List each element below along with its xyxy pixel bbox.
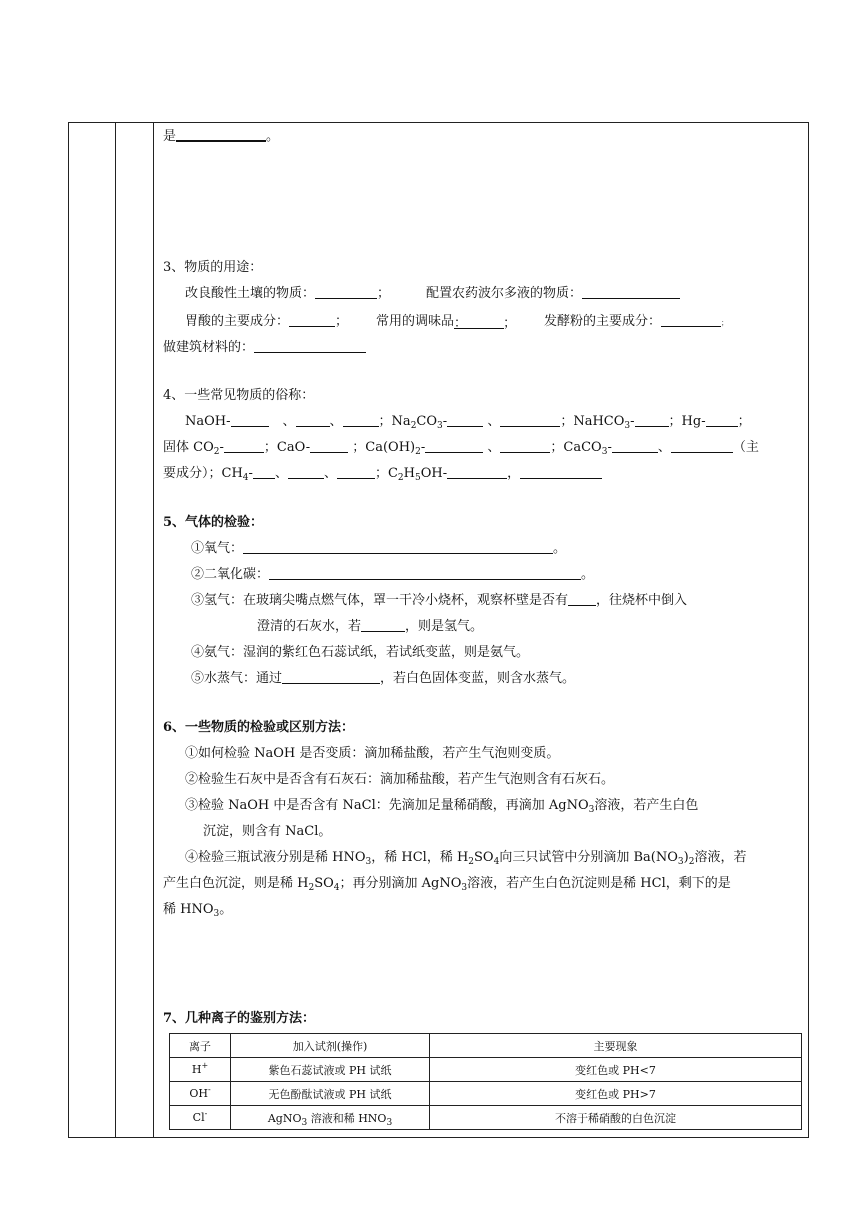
answer-blank[interactable] xyxy=(243,540,553,554)
section-3-heading: 3、物质的用途： xyxy=(163,260,263,275)
method-4-end: 稀 $HNO_3$。 xyxy=(163,902,233,919)
answer-blank[interactable] xyxy=(288,465,324,479)
column-divider xyxy=(153,123,154,1137)
answer-blank[interactable] xyxy=(289,313,335,327)
oxygen-test-line: ①氧气： 。 xyxy=(191,541,567,556)
answer-blank[interactable] xyxy=(500,413,560,427)
answer-blank[interactable] xyxy=(671,439,733,453)
method-4: ④检验三瓶试液分别是稀 $HNO_3$，稀 HCl，稀 $H_2SO_4$向三只试管中分别滴加 $Ba(NO_3)_2$溶液，若 xyxy=(185,850,747,867)
reagent-cell: AgNO$_3$ 溶液和稀 $HNO_3$ xyxy=(231,1106,430,1130)
answer-blank[interactable]: ： ； xyxy=(454,316,517,331)
ammonia-test-line: ④氨气：湿润的紫红色石蕊试纸，若试纸变蓝，则是氨气。 xyxy=(191,645,530,660)
answer-blank[interactable] xyxy=(661,313,721,327)
answer-blank[interactable] xyxy=(425,439,483,453)
answer-blank[interactable] xyxy=(447,413,483,427)
section-4-line-2: 固体 $CO_2-$ ；CaO- ；$Ca(OH)_2-$ 、 ；CaCO$_3$- 、 （主 xyxy=(163,440,759,457)
hydrogen-test-line-2: 澄清的石灰水，若 ，则是氢气。 xyxy=(257,619,484,634)
ion-cell: H+ xyxy=(170,1058,231,1082)
answer-blank[interactable] xyxy=(706,413,738,427)
method-1: ①如何检验 NaOH 是否变质：滴加稀盐酸，若产生气泡则变质。 xyxy=(185,746,560,761)
table-row xyxy=(170,1058,802,1082)
answer-blank[interactable] xyxy=(337,465,375,479)
answer-blank[interactable] xyxy=(224,439,264,453)
answer-blank[interactable] xyxy=(520,465,602,479)
column-divider xyxy=(115,123,116,1137)
co2-test-line: ②二氧化碳： 。 xyxy=(191,567,595,582)
answer-blank[interactable] xyxy=(500,439,550,453)
answer-blank[interactable] xyxy=(612,439,658,453)
ion-cell: Cl- xyxy=(170,1106,231,1130)
water-vapor-test-line: ⑤水蒸气：通过 ，若白色固体变蓝，则含水蒸气。 xyxy=(191,671,576,686)
section-6-heading: 6、一些物质的检验或区别方法： xyxy=(163,720,355,735)
column-header: 主要现象 xyxy=(430,1034,802,1058)
section-3-line-2: 胃酸的主要成分： ； 常用的调味品： ； 发酵粉的主要成分： ； xyxy=(185,314,729,331)
column-header: 加入试剂(操作) xyxy=(231,1034,430,1058)
answer-blank[interactable] xyxy=(582,285,680,299)
reagent-cell: 紫色石蕊试液或 PH 试纸 xyxy=(231,1058,430,1082)
method-2: ②检验生石灰中是否含有石灰石：滴加稀盐酸，若产生气泡则含有石灰石。 xyxy=(185,772,615,787)
answer-blank[interactable] xyxy=(296,413,330,427)
ion-identification-table xyxy=(169,1033,802,1130)
reagent-cell: 无色酚酞试液或 PH 试纸 xyxy=(231,1082,430,1106)
section-5-heading: 5、气体的检验： xyxy=(163,515,264,530)
result-cell: 不溶于稀硝酸的白色沉淀 xyxy=(430,1106,802,1130)
answer-blank[interactable] xyxy=(568,592,596,606)
column-header: 离子 xyxy=(170,1034,231,1058)
answer-blank[interactable] xyxy=(176,127,266,142)
answer-blank[interactable] xyxy=(254,339,366,353)
section-3-line-3: 做建筑材料的： xyxy=(163,339,366,357)
table-header-row xyxy=(170,1034,802,1058)
document-table-frame xyxy=(68,122,809,1138)
answer-blank[interactable] xyxy=(282,670,380,684)
hydrogen-test-line: ③氢气：在玻璃尖嘴点燃气体，罩一干冷小烧杯，观察杯壁是否有 ，往烧杯中倒入 xyxy=(191,593,688,608)
section-4-heading: 4、一些常见物质的俗称： xyxy=(163,388,315,403)
section-4-line-1: NaOH- 、 、 ；$Na_2CO_3-$ 、 ；NaHCO$_3$- ；Hg- ； xyxy=(185,414,751,431)
answer-blank[interactable] xyxy=(310,439,348,453)
answer-blank[interactable] xyxy=(253,465,275,479)
table-row xyxy=(170,1106,802,1130)
answer-blank[interactable] xyxy=(361,618,405,632)
section-3-line-1: 改良酸性土壤的物质： ； 配置农药波尔多液的物质： xyxy=(163,285,680,303)
method-4-cont: 产生白色沉淀，则是稀 $H_2SO_4$；再分别滴加 AgNO$_3$溶液，若产生白色沉淀则是稀 HCl，剩下的是 xyxy=(163,876,731,893)
table-row xyxy=(170,1082,802,1106)
answer-blank[interactable] xyxy=(635,413,669,427)
answer-blank[interactable] xyxy=(343,413,379,427)
answer-blank[interactable] xyxy=(315,285,377,299)
answer-blank[interactable] xyxy=(269,566,581,580)
ion-cell: OH- xyxy=(170,1082,231,1106)
result-cell: 变红色或 PH<7 xyxy=(430,1058,802,1082)
answer-blank[interactable] xyxy=(231,413,269,427)
section-4-line-3: 要成分）；$CH_4-$ 、 、 ；$C_2H_5OH-$ ， xyxy=(163,465,602,483)
method-3: ③检验 NaOH 中是否含有 NaCl：先滴加足量稀硝酸，再滴加 AgNO$_3$溶液，若产生白色 xyxy=(185,798,699,815)
method-3-cont: 沉淀，则含有 NaCl。 xyxy=(203,824,332,839)
intro-line: 是 。 xyxy=(163,129,280,144)
result-cell: 变红色或 PH>7 xyxy=(430,1082,802,1106)
section-7-heading: 7、几种离子的鉴别方法： xyxy=(163,1011,316,1026)
answer-blank[interactable] xyxy=(447,465,507,479)
